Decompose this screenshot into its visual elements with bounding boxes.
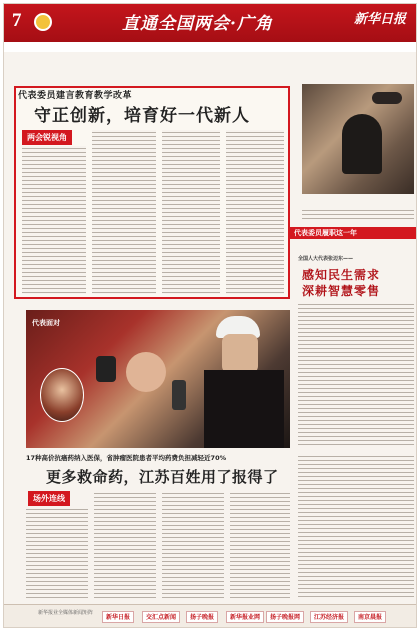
side-title-line2: 深耕智慧零售 — [302, 284, 381, 298]
story1-column-2 — [92, 130, 156, 294]
main-photo-label: 代表面对 — [32, 319, 60, 327]
masthead-strip — [4, 42, 417, 52]
footer-logo: 南京晨报 — [354, 611, 386, 623]
newspaper-page — [3, 3, 417, 628]
two-sessions-emblem-icon — [34, 13, 52, 31]
story2-column-1 — [26, 507, 88, 599]
right-photo — [302, 84, 414, 194]
side-kicker: 全国人大代表张迈东—— — [298, 256, 354, 262]
inset-photo — [40, 368, 84, 422]
story1-tag: 两会锐视角 — [22, 130, 72, 145]
story2-kicker: 17种高价抗癌药纳入医保，省肿瘤医院患者平均药费负担减轻近70% — [26, 454, 227, 462]
story1-headline: 守正创新，培育好一代新人 — [34, 106, 250, 126]
story1-column-1 — [22, 146, 86, 294]
section-title: 直通全国两会·广角 — [122, 14, 273, 34]
side-body-text-2 — [298, 454, 414, 599]
story2-tag: 场外连线 — [28, 491, 70, 506]
feature-ribbon-text: 代表委员履职这一年 — [294, 229, 357, 237]
footer-logo: 交汇点新闻 — [142, 611, 180, 623]
story2-headline: 更多救命药，江苏百姓用了报得了 — [46, 468, 279, 486]
newspaper-logo: 新华日报 — [353, 12, 406, 27]
footer-note: 新华报业全媒体新闻矩阵 — [38, 610, 94, 616]
footer-logo: 新华报业网 — [226, 611, 264, 623]
story1-column-4 — [226, 130, 284, 294]
footer-logo: 扬子晚报网 — [266, 611, 304, 623]
story2-column-2 — [94, 491, 156, 599]
page-number: 7 — [12, 10, 22, 31]
footer-logo: 江苏经济报 — [310, 611, 348, 623]
right-caption-lines — [302, 208, 414, 222]
side-body-text-1 — [298, 302, 414, 446]
footer-logo: 扬子晚报 — [186, 611, 218, 623]
story1-kicker: 代表委员建言教育教学改革 — [18, 91, 133, 101]
story2-column-3 — [162, 491, 224, 599]
story1-column-3 — [162, 130, 220, 294]
story2-column-4 — [230, 491, 290, 599]
side-title-line1: 感知民生需求 — [302, 268, 381, 282]
footer-logo: 新华日报 — [102, 611, 134, 623]
